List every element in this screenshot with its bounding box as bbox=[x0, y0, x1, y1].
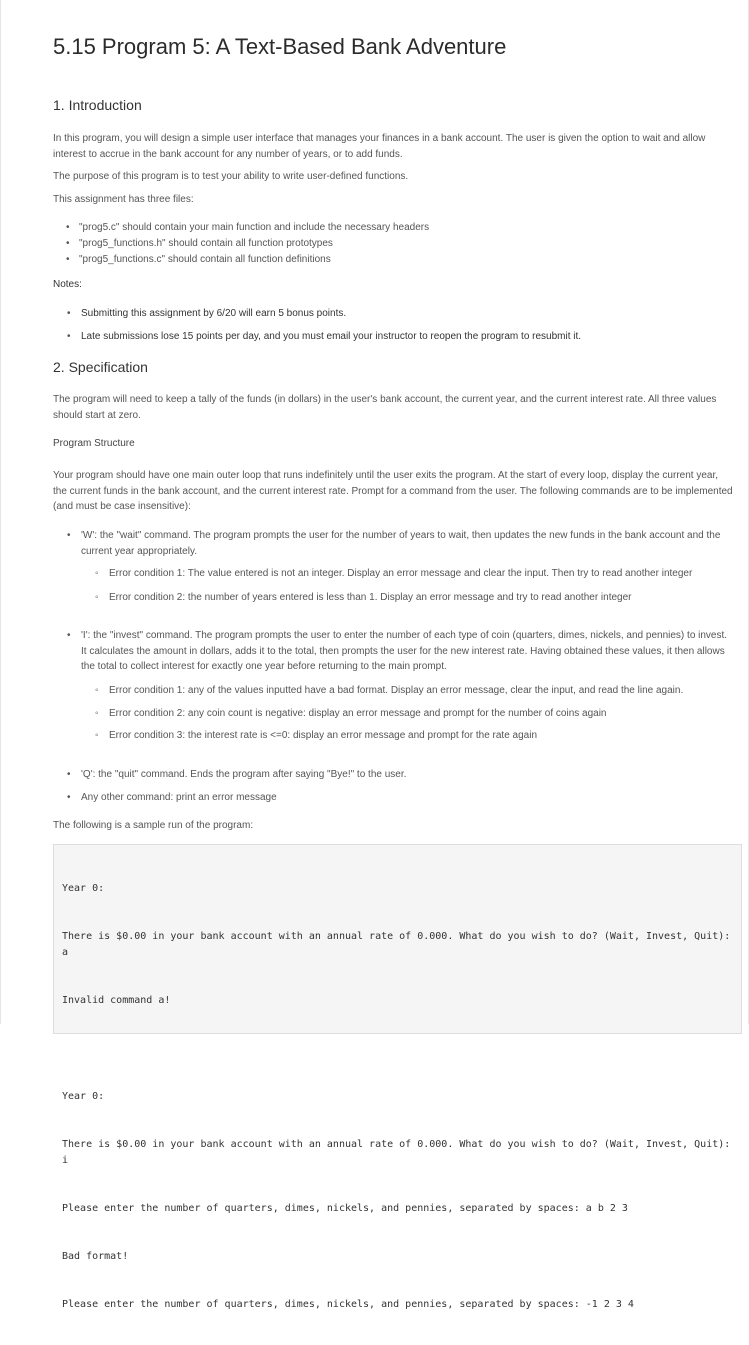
spec-heading: 2. Specification bbox=[53, 359, 148, 375]
sample-run-label: The following is a sample run of the program: bbox=[53, 820, 254, 831]
code-line: Year 0: bbox=[62, 1091, 105, 1102]
command-other-item: • Any other command: print an error message bbox=[53, 790, 733, 806]
code-line: There is $0.00 in your bank account with an annual rate of 0.000. What do you wish to do? (Wait, Invest, Quit): a bbox=[62, 931, 737, 958]
list-item: • "prog5.c" should contain your main function and include the necessary headers bbox=[53, 220, 733, 236]
command-i-item: • 'I': the "invest" command. The program prompts the user to enter the number of each type of coin (quarters, dimes, nickels, and pennies) to invest. It calculates the amount in dollars, adds it to the total, then prompts the user for the new interest rate. Having obtained these values, it then allows the total to collect interest for exactly one year before returning to the main prompt. bbox=[53, 628, 733, 675]
page-title: 5.15 Program 5: A Text-Based Bank Adventure bbox=[53, 34, 507, 59]
command-other-list bbox=[53, 767, 733, 805]
w-error-list bbox=[81, 566, 733, 605]
sample-run-code-block bbox=[53, 844, 742, 1310]
purpose-paragraph: The purpose of this program is to test your ability to write user-defined functions. bbox=[53, 171, 409, 182]
list-item: ◦ Error condition 2: the number of years entered is less than 1. Display an error message and try to read another integer bbox=[81, 590, 733, 606]
structure-paragraph: Your program should have one main outer loop that runs indefinitely until the user exits the program. At the start of every loop, display the current year, the current funds in the bank account, and the current interest rate. Prompt for a command from the user. The following commands are to be implemented (and must be case insensitive): bbox=[53, 470, 733, 512]
command-w-list bbox=[53, 528, 733, 559]
list-item: ◦ Error condition 1: The value entered is not an integer. Display an error message and clear the input. Then try to read another integer bbox=[81, 566, 733, 582]
code-line: Please enter the number of quarters, dimes, nickels, and pennies, separated by spaces: a b 2 3 bbox=[62, 1203, 628, 1214]
i-error-list bbox=[81, 683, 733, 744]
notes-label: Notes: bbox=[53, 279, 82, 290]
notes-list bbox=[53, 306, 733, 344]
list-item: • Late submissions lose 15 points per day, and you must email your instructor to reopen the program to resubmit it. bbox=[53, 329, 733, 345]
code-line: Bad format! bbox=[62, 1251, 129, 1262]
command-w-item: • 'W': the "wait" command. The program prompts the user for the number of years to wait, then updates the new funds in the bank account and the current year appropriately. bbox=[53, 528, 733, 559]
code-line: There is $0.00 in your bank account with an annual rate of 0.000. What do you wish to do? (Wait, Invest, Quit): i bbox=[62, 1139, 737, 1166]
list-item: • "prog5_functions.c" should contain all function definitions bbox=[53, 252, 733, 268]
list-item: • "prog5_functions.h" should contain all function prototypes bbox=[53, 236, 733, 252]
intro-paragraph: In this program, you will design a simple user interface that manages your finances in a bank account. The user is given the option to wait and allow interest to accrue in the bank account for any number of years, or to add funds. bbox=[53, 133, 706, 160]
files-intro: This assignment has three files: bbox=[53, 194, 194, 205]
intro-heading: 1. Introduction bbox=[53, 97, 142, 113]
spec-paragraph: The program will need to keep a tally of the funds (in dollars) in the user's bank account, the current year, and the current interest rate. All three values should start at zero. bbox=[53, 394, 717, 421]
code-line: Year 0: bbox=[62, 883, 105, 894]
code-line bbox=[62, 1041, 733, 1057]
list-item: ◦ Error condition 3: the interest rate is <=0: display an error message and prompt for the rate again bbox=[81, 728, 733, 744]
code-line: Invalid command a! bbox=[62, 995, 171, 1006]
list-item: • Submitting this assignment by 6/20 will earn 5 bonus points. bbox=[53, 306, 733, 322]
command-i-list bbox=[53, 628, 733, 675]
command-q-item: • 'Q': the "quit" command. Ends the program after saying "Bye!" to the user. bbox=[53, 767, 733, 783]
program-structure-label: Program Structure bbox=[53, 438, 135, 449]
files-list bbox=[53, 220, 733, 268]
list-item: ◦ Error condition 2: any coin count is negative: display an error message and prompt for the number of coins again bbox=[81, 706, 733, 722]
code-line: Please enter the number of quarters, dimes, nickels, and pennies, separated by spaces: -1 2 3 4 bbox=[62, 1299, 634, 1310]
list-item: ◦ Error condition 1: any of the values inputted have a bad format. Display an error message, clear the input, and read the line again. bbox=[81, 683, 733, 699]
